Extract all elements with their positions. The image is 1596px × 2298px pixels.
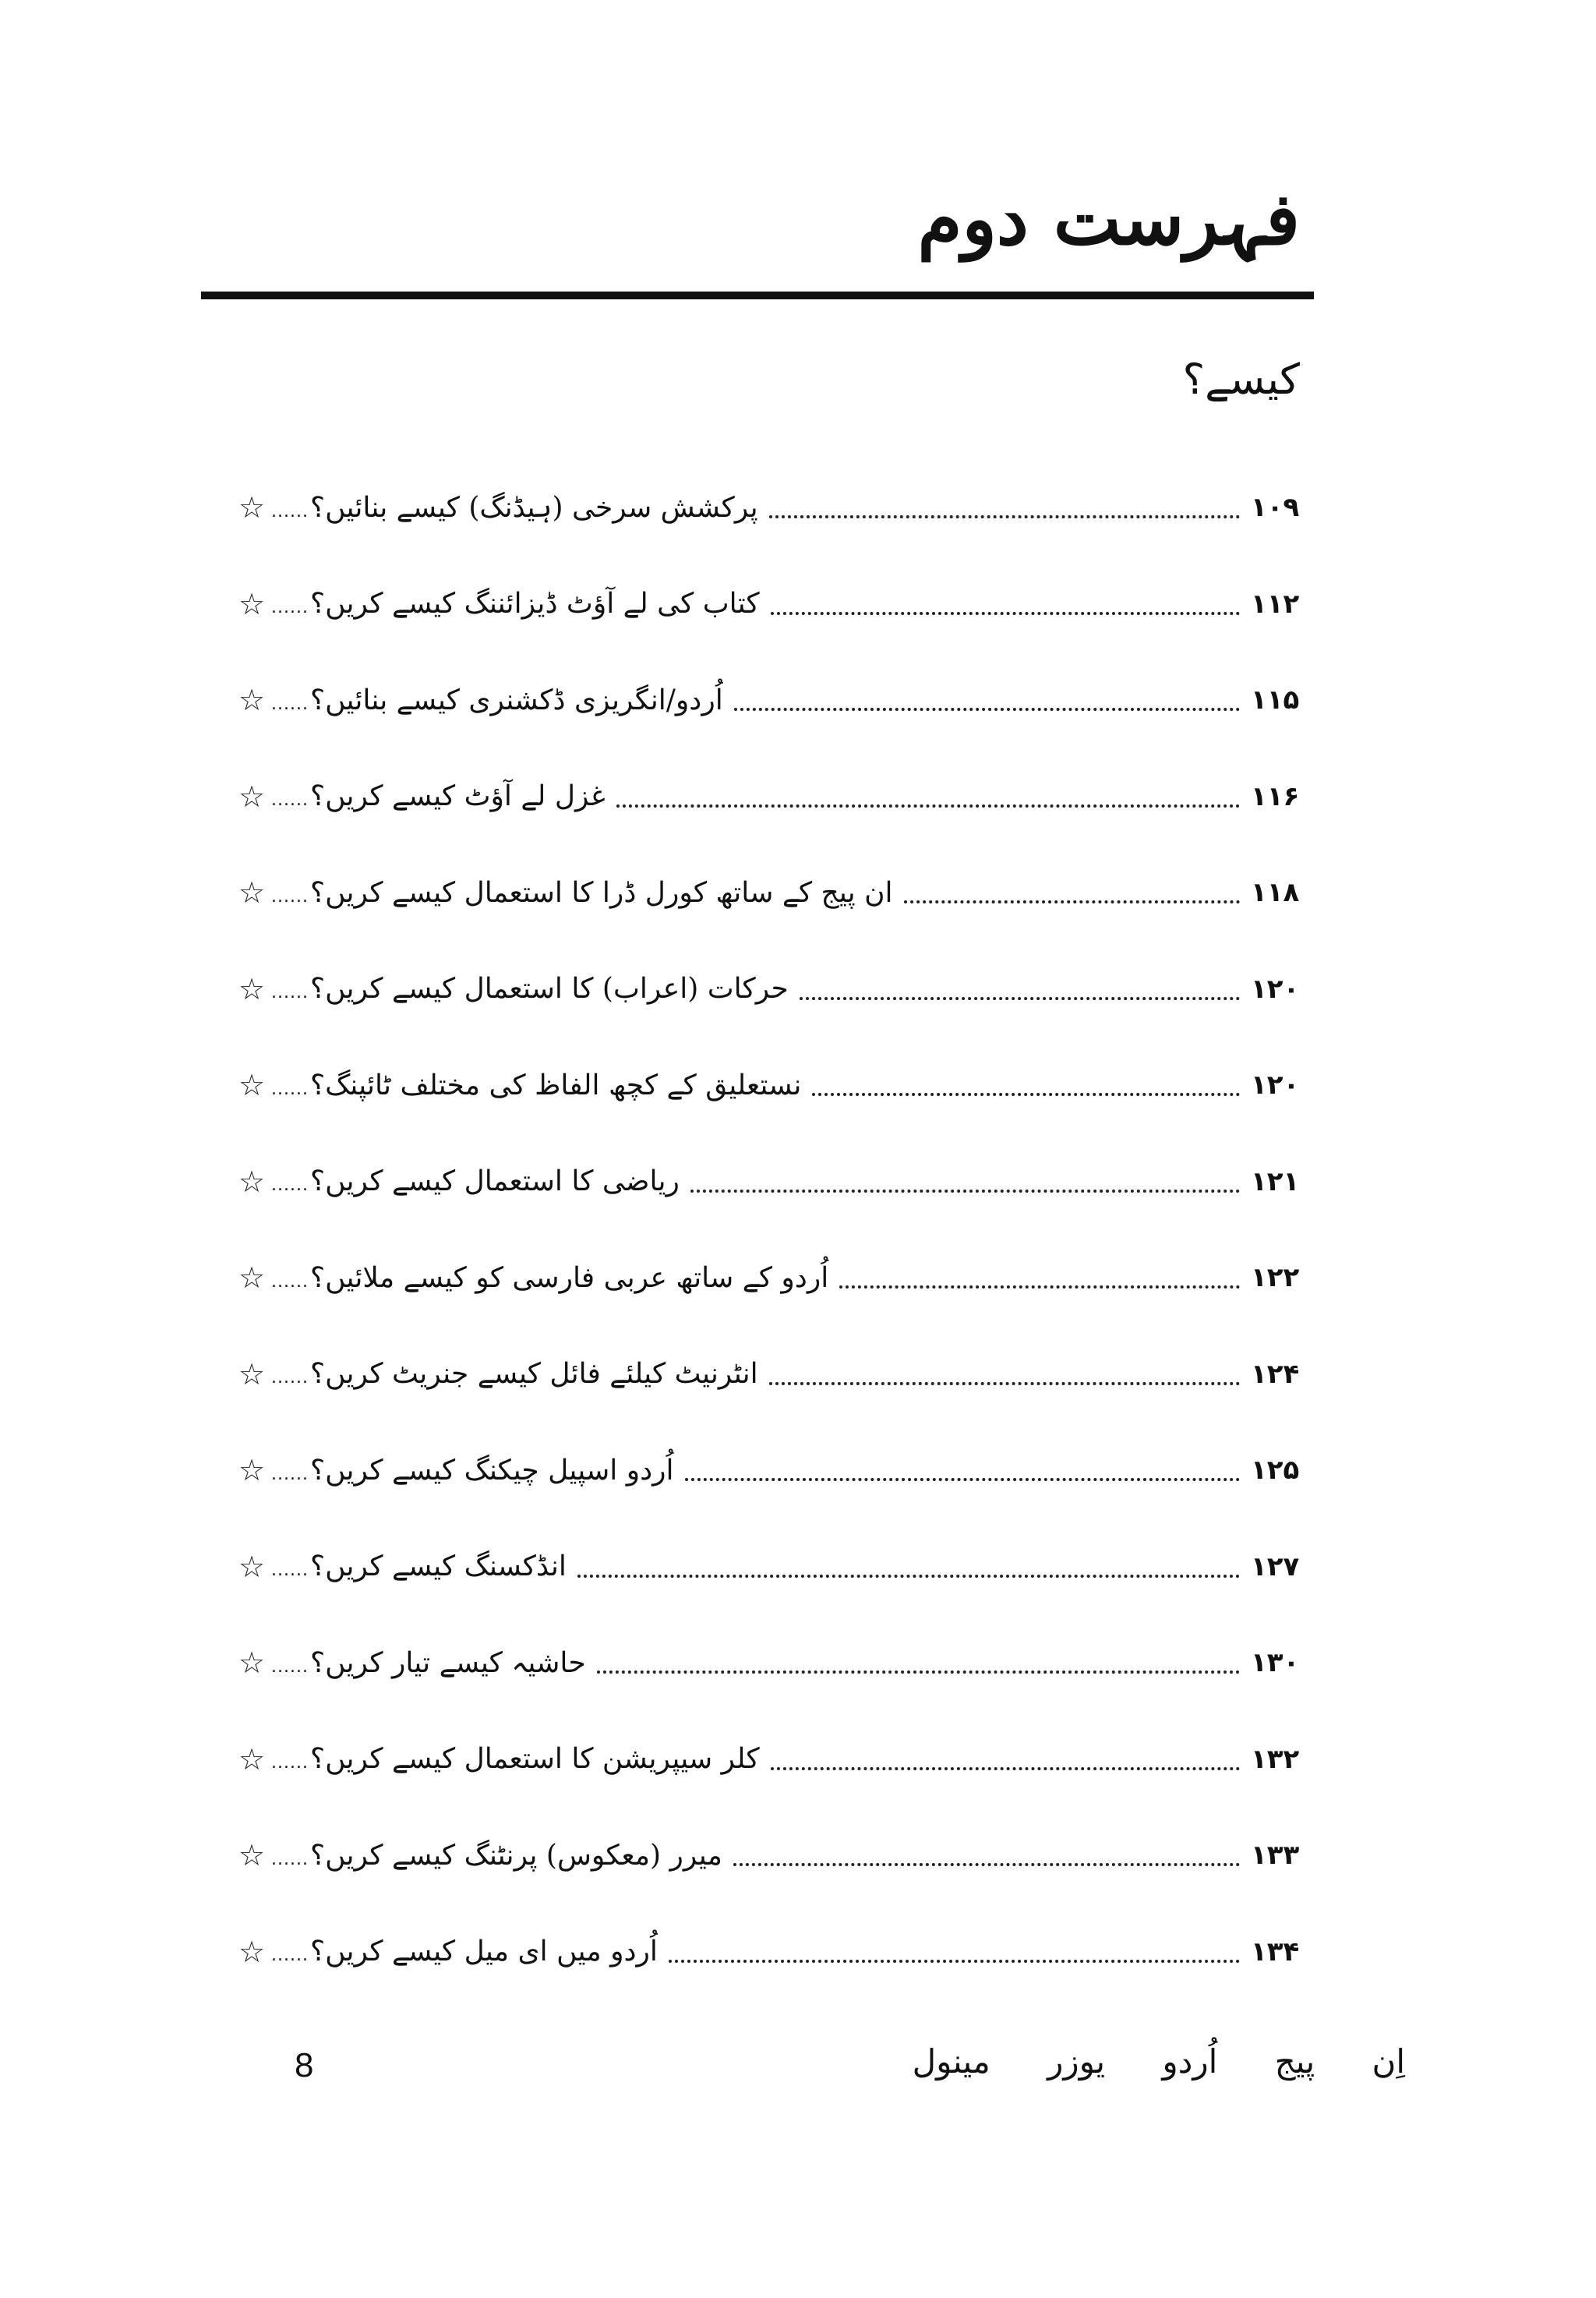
toc-leader-dots: ...... xyxy=(271,501,309,521)
toc-page-number: ۱۲۲ xyxy=(1251,1262,1300,1293)
toc-page-number: ۱۲۰ xyxy=(1251,973,1300,1005)
toc-dot-leader xyxy=(904,899,1240,903)
star-icon: ☆ xyxy=(238,683,266,717)
toc-entry-title: اُردو کے ساتھ عربی فارسی کو کیسے ملائیں؟ xyxy=(309,1261,829,1294)
toc-page-number: ۱۳۰ xyxy=(1251,1647,1300,1678)
toc-entry-title: حاشیہ کیسے تیار کریں؟ xyxy=(309,1646,586,1679)
toc-leader-dots: ...... xyxy=(271,1849,309,1869)
toc-entry-title: نستعلیق کے کچھ الفاظ کی مختلف ٹائپنگ؟ xyxy=(309,1069,802,1101)
toc-dot-leader xyxy=(771,610,1240,615)
toc-entry[interactable] xyxy=(234,1827,1313,1883)
toc-dot-leader xyxy=(577,1573,1240,1578)
toc-entry-title: کلر سیپریشن کا استعمال کیسے کریں؟ xyxy=(309,1743,760,1775)
star-icon: ☆ xyxy=(238,1741,266,1777)
page-title: فہرست دوم xyxy=(917,177,1300,261)
toc-page-number: ۱۲۴ xyxy=(1251,1358,1300,1390)
toc-leader-dots: ...... xyxy=(271,1656,309,1677)
toc-dot-leader xyxy=(734,706,1240,711)
toc-entry-title: میرر (معکوس) پرنٹنگ کیسے کریں؟ xyxy=(309,1839,722,1872)
toc-dot-leader xyxy=(800,995,1240,1000)
toc-leader-dots: ...... xyxy=(271,1176,309,1195)
toc-entry[interactable] xyxy=(234,1635,1313,1691)
toc-page-number: ۱۲۱ xyxy=(1251,1165,1300,1197)
toc-page-number: ۱۳۳ xyxy=(1251,1840,1300,1871)
toc-page-number: ۱۳۴ xyxy=(1251,1936,1300,1967)
section-heading: کیسے؟ xyxy=(1182,355,1300,404)
toc-entry-title: انٹرنیٹ کیلئے فائل کیسے جنریٹ کریں؟ xyxy=(309,1358,758,1390)
toc-page-number: ۱۲۰ xyxy=(1251,1069,1300,1101)
toc-page-number: ۱۱۸ xyxy=(1251,877,1300,908)
toc-dot-leader xyxy=(733,1861,1240,1866)
footer-page-number: 8 xyxy=(295,2046,314,2084)
star-icon: ☆ xyxy=(238,971,266,1006)
toc-entry[interactable] xyxy=(234,576,1313,632)
star-icon: ☆ xyxy=(238,1356,266,1391)
toc-entry[interactable] xyxy=(234,769,1313,825)
toc-entry-title: پرکشش سرخی (ہیڈنگ) کیسے بنائیں؟ xyxy=(309,491,758,524)
table-of-contents xyxy=(234,479,1313,2020)
toc-leader-dots: ...... xyxy=(271,983,309,1002)
toc-entry-title: اُردو/انگریزی ڈکشنری کیسے بنائیں؟ xyxy=(309,684,723,716)
toc-entry[interactable] xyxy=(234,1057,1313,1113)
star-icon: ☆ xyxy=(238,1453,266,1487)
toc-entry[interactable] xyxy=(234,479,1313,536)
star-icon: ☆ xyxy=(238,1549,266,1584)
toc-leader-dots: ...... xyxy=(271,1079,309,1099)
toc-entry[interactable] xyxy=(234,672,1313,728)
toc-leader-dots: ...... xyxy=(271,1271,309,1292)
toc-entry-title: حرکات (اعراب) کا استعمال کیسے کریں؟ xyxy=(309,973,789,1005)
star-icon: ☆ xyxy=(238,1646,266,1680)
star-icon: ☆ xyxy=(238,1934,266,1969)
toc-entry-title: اُردو اسپیل چیکنگ کیسے کریں؟ xyxy=(309,1454,674,1487)
toc-dot-leader xyxy=(812,1091,1240,1096)
toc-leader-dots: ...... xyxy=(271,1561,309,1580)
toc-leader-dots: ...... xyxy=(271,1946,309,1965)
toc-page-number: ۱۰۹ xyxy=(1251,492,1300,523)
toc-page-number: ۱۱۶ xyxy=(1251,780,1300,812)
toc-dot-leader xyxy=(769,1381,1240,1385)
toc-entry-title: غزل لے آؤٹ کیسے کریں؟ xyxy=(309,780,606,812)
title-underline xyxy=(201,292,1314,299)
star-icon: ☆ xyxy=(238,1068,266,1102)
toc-entry[interactable] xyxy=(234,864,1313,921)
toc-entry[interactable] xyxy=(234,1250,1313,1306)
toc-entry[interactable] xyxy=(234,1442,1313,1498)
toc-page-number: ۱۱۲ xyxy=(1251,588,1300,620)
star-icon: ☆ xyxy=(238,1260,266,1295)
toc-entry-title: ریاضی کا استعمال کیسے کریں؟ xyxy=(309,1165,680,1197)
toc-entry-title: کتاب کی لے آؤٹ ڈیزائننگ کیسے کریں؟ xyxy=(309,588,760,620)
footer-book-title: اِن پیج اُردو یوزر مینول xyxy=(912,2042,1405,2081)
toc-entry[interactable] xyxy=(234,1731,1313,1787)
toc-dot-leader xyxy=(839,1284,1240,1289)
toc-entry[interactable] xyxy=(234,1346,1313,1402)
toc-entry[interactable] xyxy=(234,1154,1313,1210)
toc-leader-dots: ...... xyxy=(271,886,309,907)
toc-dot-leader xyxy=(769,514,1240,518)
toc-dot-leader xyxy=(669,1958,1240,1963)
star-icon: ☆ xyxy=(238,779,266,814)
toc-entry[interactable] xyxy=(234,1539,1313,1595)
toc-leader-dots: ...... xyxy=(271,1753,309,1773)
toc-page-number: ۱۲۷ xyxy=(1251,1550,1300,1582)
toc-entry[interactable] xyxy=(234,961,1313,1017)
toc-entry-title: اُردو میں ای میل کیسے کریں؟ xyxy=(309,1936,658,1967)
star-icon: ☆ xyxy=(238,1164,266,1199)
toc-leader-dots: ...... xyxy=(271,1368,309,1388)
toc-page-number: ۱۱۵ xyxy=(1251,684,1300,716)
toc-entry-title: ان پیج کے ساتھ کورل ڈرا کا استعمال کیسے کریں؟ xyxy=(309,876,893,909)
toc-dot-leader xyxy=(685,1476,1240,1481)
toc-leader-dots: ...... xyxy=(271,790,309,810)
toc-page-number: ۱۲۵ xyxy=(1251,1455,1300,1486)
star-icon: ☆ xyxy=(238,586,266,621)
toc-leader-dots: ...... xyxy=(271,598,309,617)
toc-entry-title: انڈکسنگ کیسے کریں؟ xyxy=(309,1550,567,1582)
toc-dot-leader xyxy=(690,1188,1240,1193)
toc-dot-leader xyxy=(616,803,1240,808)
toc-leader-dots: ...... xyxy=(271,694,309,714)
toc-dot-leader xyxy=(771,1766,1240,1770)
toc-page-number: ۱۳۲ xyxy=(1251,1743,1300,1775)
star-icon: ☆ xyxy=(238,490,266,525)
toc-entry[interactable] xyxy=(234,1924,1313,1980)
star-icon: ☆ xyxy=(238,875,266,910)
toc-dot-leader xyxy=(597,1669,1240,1674)
toc-leader-dots: ...... xyxy=(271,1464,309,1484)
star-icon: ☆ xyxy=(238,1838,266,1872)
